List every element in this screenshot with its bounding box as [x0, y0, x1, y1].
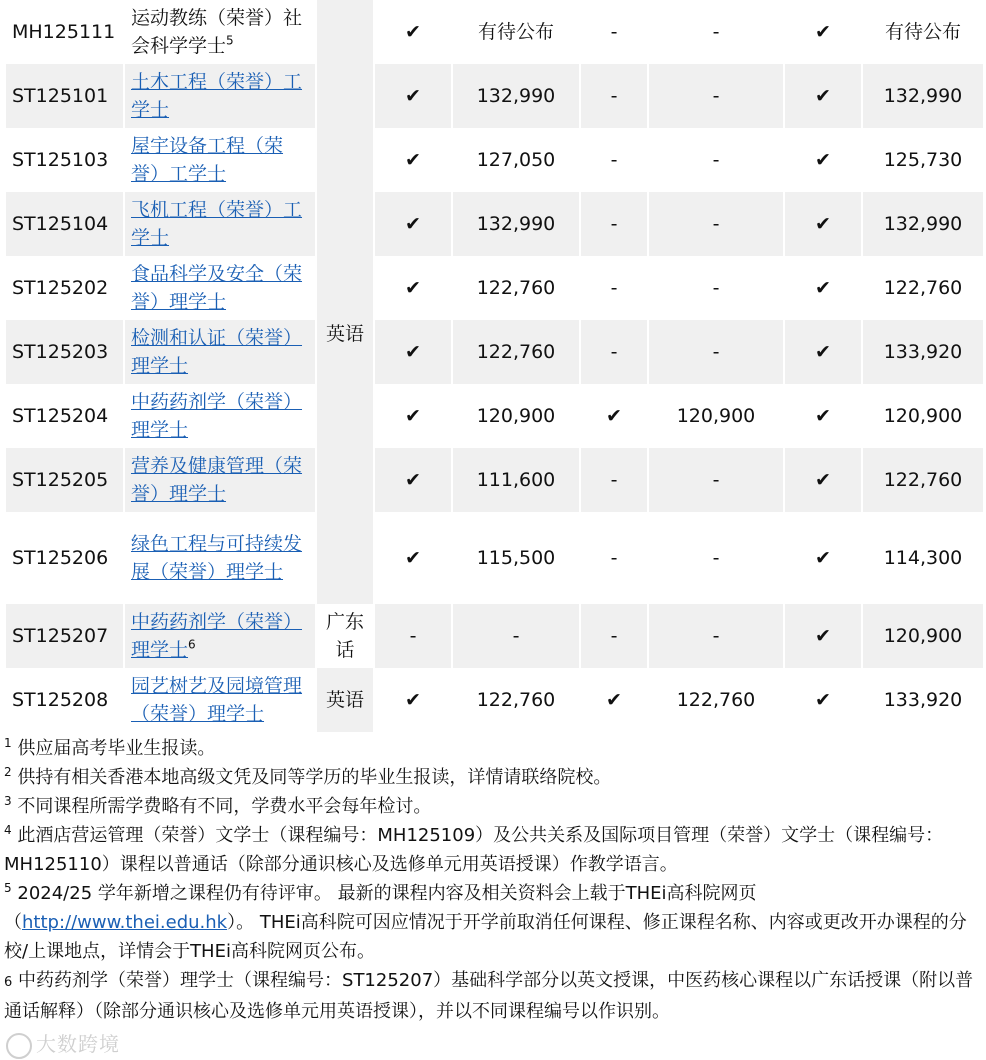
programme-name	[125, 0, 315, 64]
hkdse-fee: -	[649, 192, 783, 256]
hkdse-fee: -	[649, 256, 783, 320]
table-row	[6, 0, 983, 64]
local-fee: 132,990	[863, 192, 983, 256]
footnote-text: 供持有相关香港本地高级文凭及同等学历的毕业生报读，详情请联络院校。	[17, 767, 612, 788]
teaching-language-cantonese: 广东话	[317, 604, 373, 668]
local-check: ✔	[785, 668, 861, 732]
footnote-6	[4, 966, 974, 1026]
local-fee: 132,990	[863, 64, 983, 128]
gaokao-fee: 111,600	[453, 448, 579, 512]
local-check: ✔	[785, 128, 861, 192]
programme-name	[125, 320, 315, 384]
gaokao-check: ✔	[375, 0, 451, 64]
hkdse-check: -	[581, 256, 647, 320]
programme-name	[125, 256, 315, 320]
footnote-mark: 6	[4, 975, 13, 990]
local-check: ✔	[785, 604, 861, 668]
programme-code: ST125208	[6, 668, 123, 732]
footnote-ref: 6	[188, 637, 196, 652]
footnote-mark: 1	[4, 736, 12, 750]
gaokao-fee: 115,500	[453, 512, 579, 604]
programme-code: ST125103	[6, 128, 123, 192]
programme-code: ST125202	[6, 256, 123, 320]
programme-name	[125, 448, 315, 512]
hkdse-check: -	[581, 320, 647, 384]
footnote-text: 中药药剂学（荣誉）理学士（课程编号：ST125207）基础科学部分以英文授课，中医药核心课程以广东话授课（附以普通话解释）（除部分通识核心及选修单元用英语授课），并以不同课程编号以作识别。	[4, 970, 974, 1022]
gaokao-fee: 132,990	[453, 64, 579, 128]
local-fee: 133,920	[863, 320, 983, 384]
programme-link[interactable]: 土木工程（荣誉）工学士	[131, 71, 303, 121]
teaching-language-english: 英语	[317, 64, 373, 604]
local-fee: 有待公布	[863, 0, 983, 64]
footnote-text-cont: ）。 THEi高科院可因应情况于开学前取消任何课程、修正课程名称、内容或更改开办课程的分校/上课地点，详情会于THEi高科院网页公布。	[4, 912, 967, 962]
programme-name	[125, 512, 315, 604]
table-row	[6, 668, 983, 732]
footnote-text: 供应届高考毕业生报读。	[17, 738, 216, 759]
gaokao-fee: 122,760	[453, 256, 579, 320]
local-check: ✔	[785, 64, 861, 128]
programme-link[interactable]: 绿色工程与可持续发展（荣誉）理学士	[131, 533, 303, 583]
footnote-text: 2024/25 学年新增之课程仍有待评审。 最新的课程内容及相关资料会上载于THEi高科院网页（	[4, 883, 757, 933]
gaokao-check: -	[375, 604, 451, 668]
programme-code: ST125207	[6, 604, 123, 668]
table-row	[6, 64, 983, 128]
hkdse-fee: -	[649, 0, 783, 64]
programme-link[interactable]: 食品科学及安全（荣誉）理学士	[131, 263, 303, 313]
local-fee: 120,900	[863, 384, 983, 448]
local-check: ✔	[785, 256, 861, 320]
watermark-text: 大数跨境	[36, 1032, 120, 1056]
footnote-1	[4, 734, 974, 763]
programme-link[interactable]: 中药药剂学（荣誉）理学士	[131, 611, 303, 661]
hkdse-fee: 122,760	[649, 668, 783, 732]
programme-code: ST125104	[6, 192, 123, 256]
programme-code: MH125111	[6, 0, 123, 64]
gaokao-check: ✔	[375, 192, 451, 256]
programme-name	[125, 668, 315, 732]
gaokao-check: ✔	[375, 512, 451, 604]
programme-table	[4, 0, 985, 732]
local-check: ✔	[785, 512, 861, 604]
programme-name	[125, 192, 315, 256]
footnote-3	[4, 792, 974, 821]
table-row	[6, 448, 983, 512]
programme-link[interactable]: 营养及健康管理（荣誉）理学士	[131, 455, 303, 505]
gaokao-check: ✔	[375, 128, 451, 192]
hkdse-check: -	[581, 64, 647, 128]
hkdse-check: -	[581, 604, 647, 668]
hkdse-fee: -	[649, 512, 783, 604]
local-check: ✔	[785, 192, 861, 256]
gaokao-check: ✔	[375, 448, 451, 512]
table-row	[6, 604, 983, 668]
local-fee: 114,300	[863, 512, 983, 604]
local-check: ✔	[785, 320, 861, 384]
gaokao-fee: 120,900	[453, 384, 579, 448]
thei-website-link[interactable]: http://www.thei.edu.hk	[22, 912, 228, 933]
gaokao-fee: 122,760	[453, 668, 579, 732]
hkdse-check: -	[581, 128, 647, 192]
hkdse-check: -	[581, 192, 647, 256]
footnote-mark: 3	[4, 794, 12, 808]
gaokao-fee: 127,050	[453, 128, 579, 192]
footnote-mark: 4	[4, 823, 12, 837]
programme-name	[125, 604, 315, 668]
local-fee: 125,730	[863, 128, 983, 192]
programme-link[interactable]: 屋宇设备工程（荣誉）工学士	[131, 135, 284, 185]
gaokao-fee: 有待公布	[453, 0, 579, 64]
gaokao-check: ✔	[375, 256, 451, 320]
table-row	[6, 384, 983, 448]
footnote-5	[4, 879, 974, 966]
footnotes	[4, 734, 974, 1026]
hkdse-fee: -	[649, 604, 783, 668]
watermark-logo-icon	[6, 1033, 32, 1059]
hkdse-check: -	[581, 0, 647, 64]
local-fee: 120,900	[863, 604, 983, 668]
gaokao-fee: 122,760	[453, 320, 579, 384]
programme-title: 运动教练（荣誉）社会科学学士	[131, 7, 303, 57]
table-row	[6, 512, 983, 604]
programme-code: ST125204	[6, 384, 123, 448]
programme-name	[125, 128, 315, 192]
local-check: ✔	[785, 448, 861, 512]
programme-link[interactable]: 园艺树艺及园境管理（荣誉）理学士	[131, 675, 303, 725]
table-row	[6, 128, 983, 192]
hkdse-fee: -	[649, 320, 783, 384]
footnote-mark: 5	[4, 881, 12, 895]
local-check: ✔	[785, 0, 861, 64]
gaokao-fee: -	[453, 604, 579, 668]
programme-code: ST125101	[6, 64, 123, 128]
table-row	[6, 320, 983, 384]
hkdse-fee: 120,900	[649, 384, 783, 448]
hkdse-fee: -	[649, 448, 783, 512]
gaokao-fee: 132,990	[453, 192, 579, 256]
hkdse-check: -	[581, 448, 647, 512]
gaokao-check: ✔	[375, 384, 451, 448]
programme-code: ST125205	[6, 448, 123, 512]
local-fee: 122,760	[863, 256, 983, 320]
local-fee: 122,760	[863, 448, 983, 512]
footnote-4	[4, 821, 974, 879]
footnote-text: 不同课程所需学费略有不同，学费水平会每年检讨。	[17, 796, 432, 817]
footnote-mark: 2	[4, 765, 12, 779]
teaching-language-english: 英语	[317, 668, 373, 732]
programme-code: ST125203	[6, 320, 123, 384]
hkdse-check: ✔	[581, 384, 647, 448]
programme-link[interactable]: 检测和认证（荣誉）理学士	[131, 327, 303, 377]
watermark	[6, 1028, 120, 1059]
table-row	[6, 256, 983, 320]
local-check: ✔	[785, 384, 861, 448]
hkdse-fee: -	[649, 64, 783, 128]
gaokao-check: ✔	[375, 64, 451, 128]
programme-name	[125, 64, 315, 128]
hkdse-check: ✔	[581, 668, 647, 732]
footnote-2	[4, 763, 974, 792]
table-row	[6, 192, 983, 256]
local-fee: 133,920	[863, 668, 983, 732]
footnote-ref: 5	[226, 33, 234, 48]
hkdse-fee: -	[649, 128, 783, 192]
teaching-language-cell	[317, 0, 373, 64]
gaokao-check: ✔	[375, 668, 451, 732]
footnote-text: 此酒店营运管理（荣誉）文学士（课程编号：MH125109）及公共关系及国际项目管理（荣誉）文学士（课程编号：MH125110）课程以普通话（除部分通识核心及选修单元用英语授课）作教学语言。	[4, 825, 944, 875]
programme-link[interactable]: 飞机工程（荣誉）工学士	[131, 199, 303, 249]
programme-link[interactable]: 中药药剂学（荣誉）理学士	[131, 391, 303, 441]
hkdse-check: -	[581, 512, 647, 604]
programme-name	[125, 384, 315, 448]
gaokao-check: ✔	[375, 320, 451, 384]
programme-code: ST125206	[6, 512, 123, 604]
